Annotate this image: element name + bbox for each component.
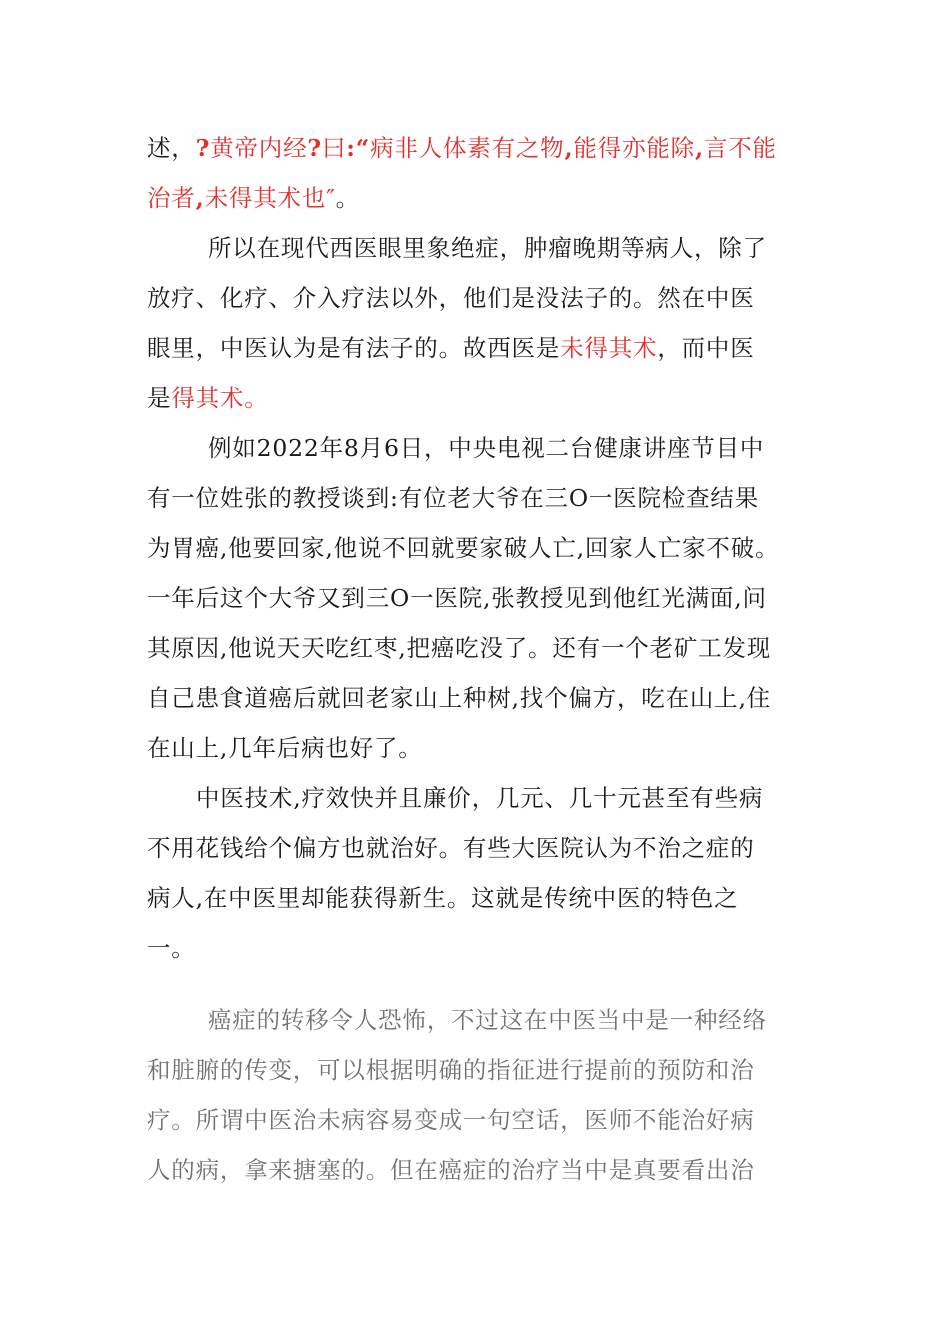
paragraph-3-line-5: 其原因,他说天天吃红枣,把癌吃没了。还有一个老矿工发现 [147, 634, 772, 662]
paragraph-4-line-4: 一。 [147, 934, 196, 962]
red-text-span: :“ [346, 134, 371, 162]
red-text-span: , [195, 184, 205, 212]
paragraph-3-line-2: 有一位姓张的教授谈到:有位老大爷在三O一医院检查结果 [147, 484, 759, 512]
paragraph-2-line-1: 所以在现代西医眼里象绝症，肿瘤晚期等病人，除了 [208, 234, 767, 262]
red-text-span: , [694, 134, 704, 162]
paragraph-4-line-2: 不用花钱给个偏方也就治好。有些大医院认为不治之症的 [147, 834, 755, 862]
paragraph-4-line-3: 病人,在中医里却能获得新生。这就是传统中医的特色之 [147, 884, 739, 912]
paragraph-5-line-4: 人的病，拿来搪塞的。但在癌症的治疗当中是真要看出治 [147, 1156, 755, 1184]
red-text-span: 未得其术也″ [204, 184, 336, 212]
text-span: ，而中医 [657, 334, 755, 362]
red-text-span: 能得亦能除 [573, 134, 695, 162]
paragraph-3-line-1: 例如2022年8月6日，中央电视二台健康讲座节目中 [208, 434, 765, 462]
paragraph-5-line-3: 疗。所谓中医治未病容易变成一句空话，医师不能治好病 [147, 1106, 755, 1134]
text-span: 是 [147, 384, 172, 412]
text-span: 述， [147, 134, 196, 162]
paragraph-1-line-1 [147, 133, 777, 163]
text-span: 眼里，中医认为是有法子的。故西医是 [147, 334, 561, 362]
red-text-span: 治者 [147, 184, 196, 212]
paragraph-3-line-4: 一年后这个大爷又到三O一医院,张教授见到他红光满面,问 [147, 584, 767, 612]
red-text-span: 曰 [321, 134, 347, 162]
paragraph-5-line-2: 和脏腑的传变，可以根据明确的指征进行提前的预防和治 [147, 1056, 755, 1084]
paragraph-3-line-3: 为胃癌,他要回家,他说不回就要家破人亡,回家人亡家不破。 [147, 534, 780, 562]
paragraph-2-line-3 [147, 333, 755, 363]
paragraph-1-line-2 [147, 183, 360, 213]
red-text-span: 言不能 [703, 134, 777, 162]
red-text-span: , [564, 134, 574, 162]
paragraph-5-line-1: 癌症的转移令人恐怖，不过这在中医当中是一种经络 [208, 1006, 767, 1034]
paragraph-2-line-2: 放疗、化疗、介入疗法以外，他们是没法子的。然在中医 [147, 284, 755, 312]
red-text-span: 黄帝内经 [210, 134, 308, 162]
paragraph-3-line-6: 自己患食道癌后就回老家山上种树,找个偏方，吃在山上,住 [147, 684, 772, 712]
red-text-span: ? [307, 134, 322, 162]
paragraph-2-line-4 [147, 383, 269, 413]
red-text-span: 未得其术 [560, 334, 658, 362]
paragraph-3-line-7: 在山上,几年后病也好了。 [147, 734, 423, 762]
text-span: 。 [335, 184, 360, 212]
paragraph-4-line-1: 中医技术,疗效快并且廉价，几元、几十元甚至有些病 [196, 784, 764, 812]
red-text-span: 得其术。 [171, 384, 269, 412]
red-text-span: ? [195, 134, 211, 162]
red-text-span: 病非人体素有之物 [370, 134, 565, 162]
